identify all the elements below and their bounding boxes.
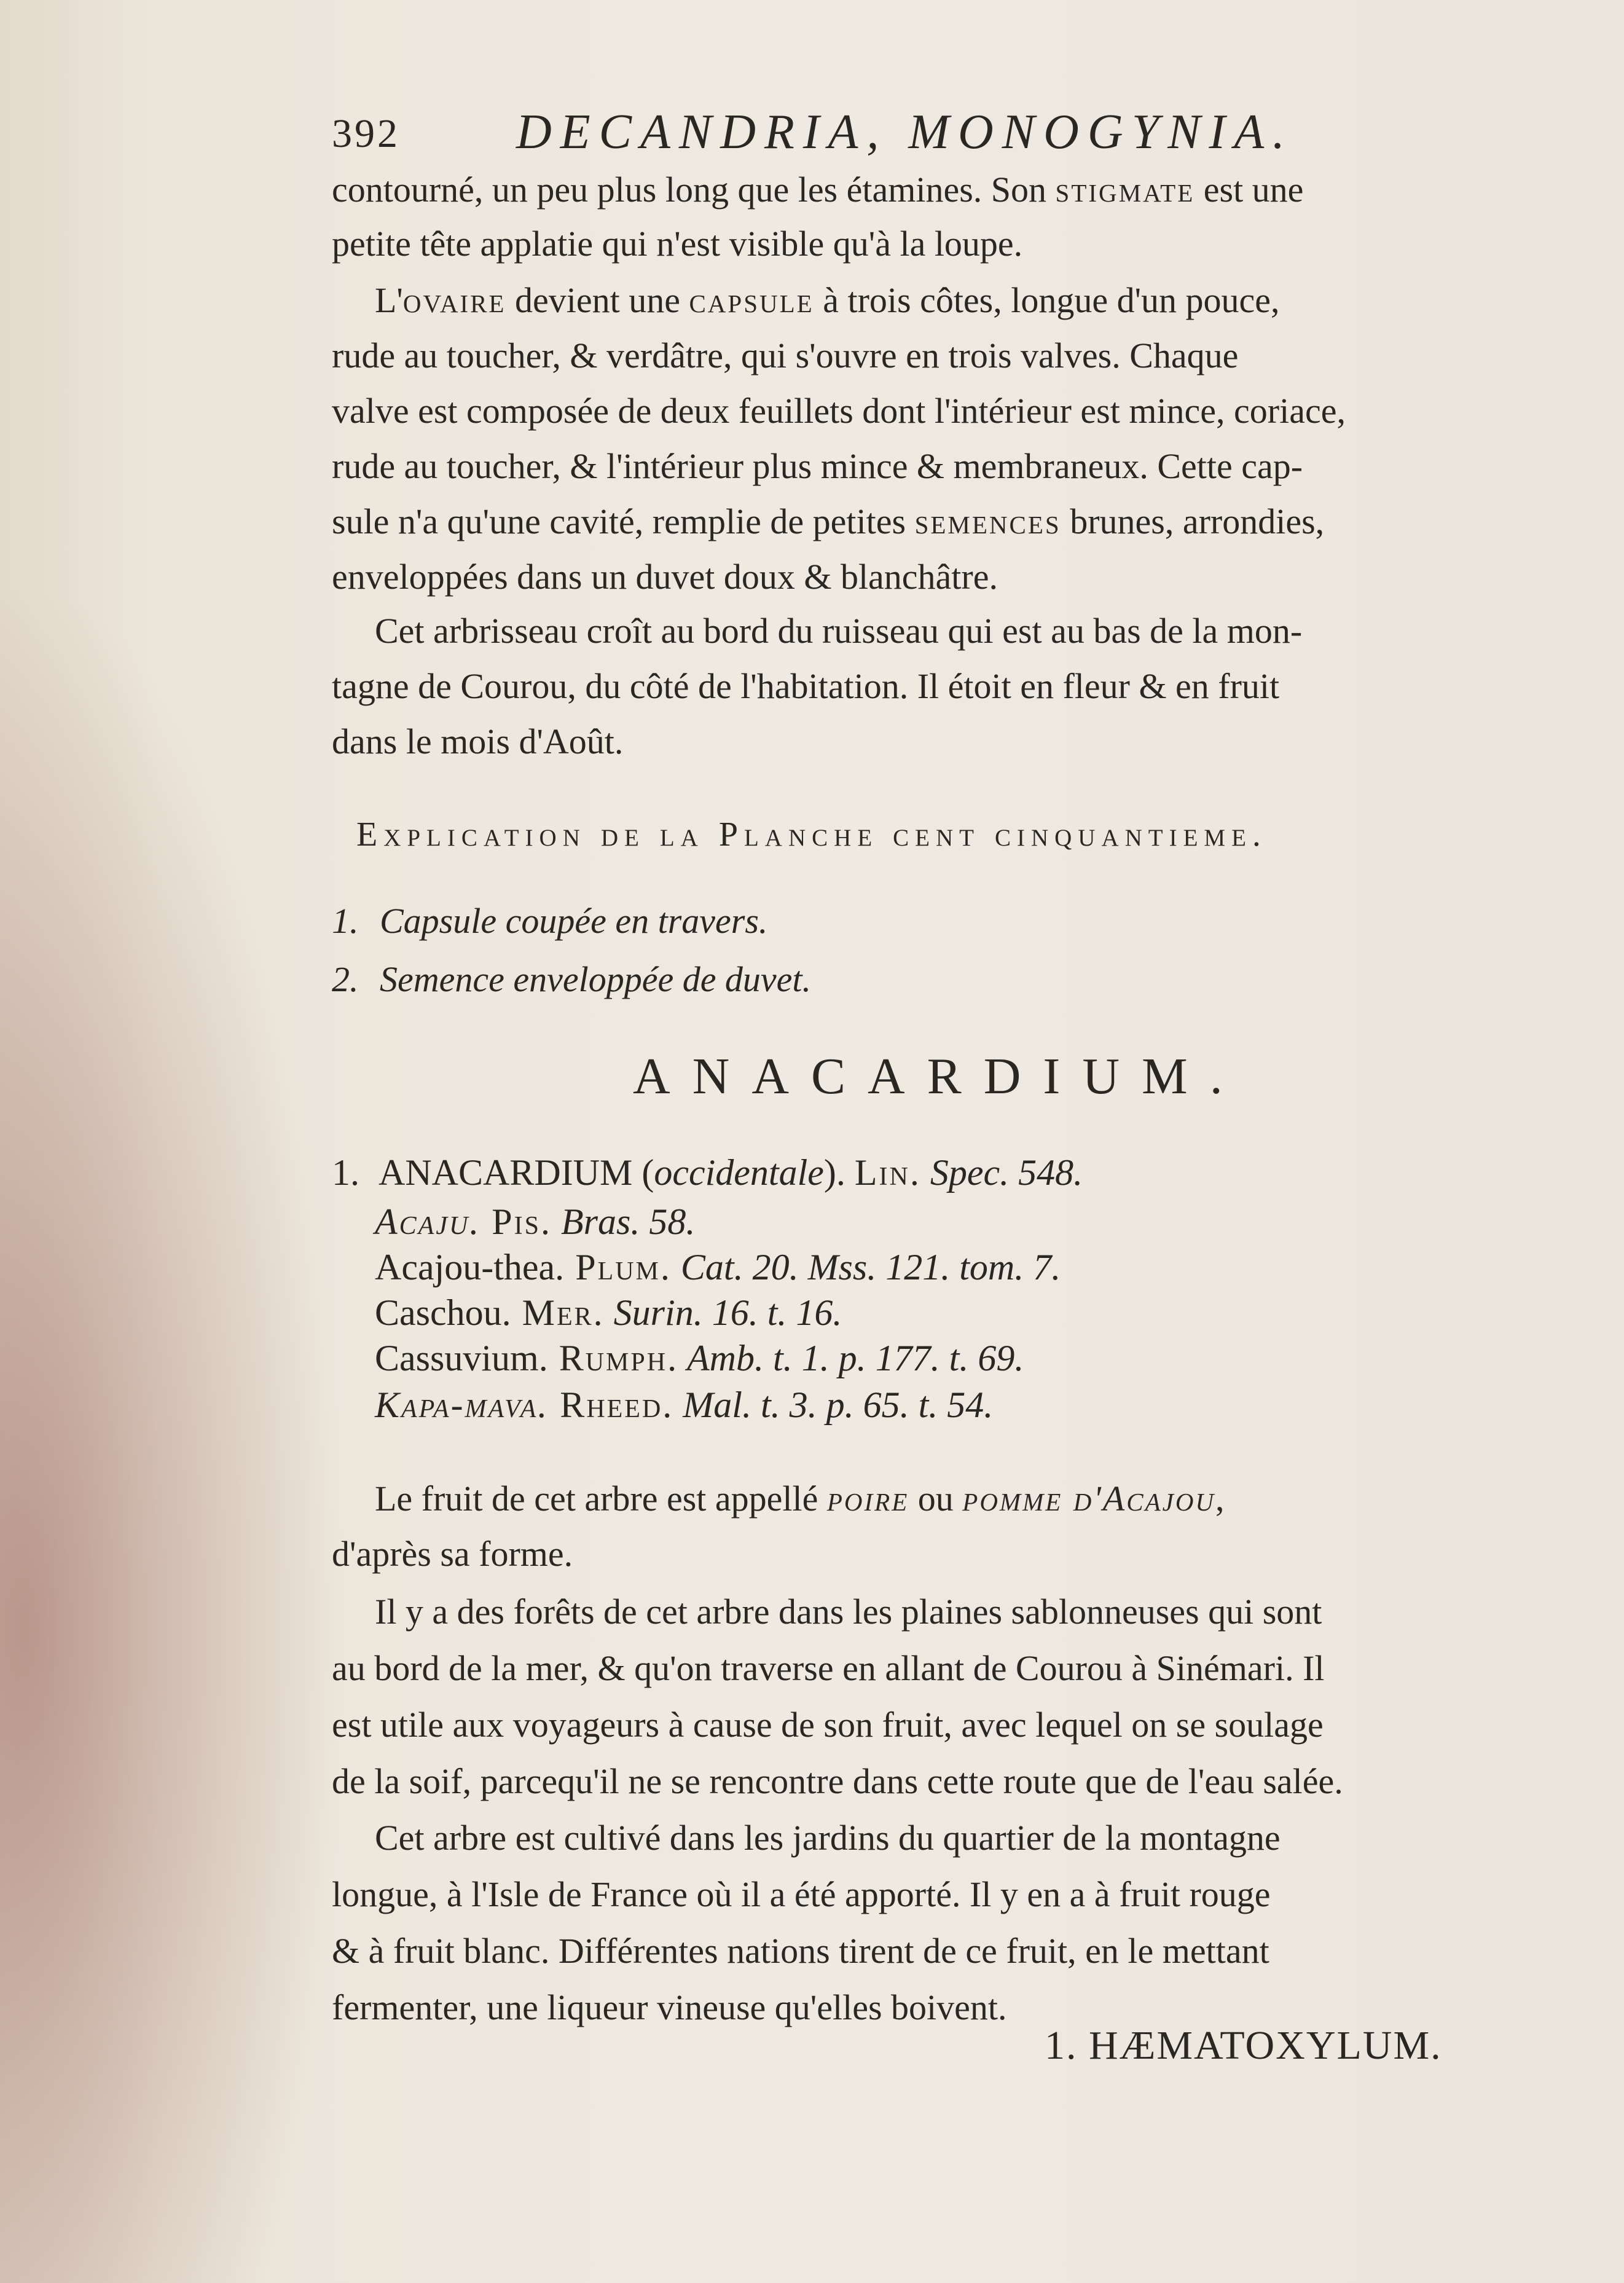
item-number: 2. <box>332 959 359 999</box>
text-line <box>375 280 1280 320</box>
term-capsule: capsule <box>689 280 814 320</box>
text-line: Cet arbre est cultivé dans les jardins du quartier de la montagne <box>375 1818 1281 1858</box>
text-run: sule n'a qu'une cavité, remplie de petites <box>332 501 915 541</box>
text-line: & à fruit blanc. Différentes nations tirent de ce fruit, en le mettant <box>332 1931 1269 1971</box>
author-abbrev: Mer. <box>511 1292 605 1333</box>
text-line: enveloppées dans un duvet doux & blanchâtre. <box>332 557 998 597</box>
text-line: petite tête applatie qui n'est visible qu'à la loupe. <box>332 224 1023 264</box>
author-abbrev: Pis. <box>481 1201 552 1242</box>
running-title: DECANDRIA, MONOGYNIA. <box>516 105 1294 159</box>
reference: Amb. t. 1. p. 177. t. 69. <box>678 1338 1024 1378</box>
genus-name: ANACARDIUM ( <box>379 1152 654 1193</box>
item-text: Semence enveloppée de duvet. <box>380 959 812 999</box>
synonym-name: Acaju. <box>375 1201 481 1242</box>
term-semences: semences <box>914 501 1061 541</box>
text-line: au bord de la mer, & qu'on traverse en allant de Courou à Sinémari. Il <box>332 1648 1325 1688</box>
term-poire: poire <box>826 1479 909 1519</box>
plate-caption-item <box>332 959 812 999</box>
synonym-name: Acajou-thea. <box>375 1247 565 1287</box>
plate-caption-heading: Explication de la Planche cent cinquantieme. <box>356 815 1267 854</box>
plate-caption-item <box>332 903 767 939</box>
species-epithet: occidentale <box>654 1152 824 1193</box>
reference: Bras. 58. <box>552 1201 696 1242</box>
item-text: Capsule coupée en travers. <box>380 901 768 941</box>
synonymy-line <box>332 1154 1083 1191</box>
synonymy-line <box>375 1340 1024 1377</box>
text-run: Le fruit de cet arbre est appellé <box>375 1479 827 1519</box>
text-line <box>332 172 1303 208</box>
text-line: d'après sa forme. <box>332 1534 573 1574</box>
synonym-name: Caschou. <box>375 1292 511 1333</box>
author-abbrev: Plum. <box>564 1247 672 1287</box>
item-number: 1. <box>332 901 359 941</box>
text-line: fermenter, une liqueur vineuse qu'elles boivent. <box>332 1987 1007 2027</box>
text-run: L' <box>375 280 403 320</box>
synonymy-line <box>375 1294 842 1331</box>
text-line: Il y a des forêts de cet arbre dans les plaines sablonneuses qui sont <box>375 1592 1322 1632</box>
text-line <box>375 1481 1225 1517</box>
text-line: de la soif, parcequ'il ne se rencontre dans cette route que de l'eau salée. <box>332 1761 1343 1801</box>
text-run: est une <box>1194 170 1304 210</box>
page-number: 392 <box>332 111 400 156</box>
text-line: rude au toucher, & l'intérieur plus mince & membraneux. Cette cap- <box>332 446 1303 486</box>
text-run: ). <box>823 1152 855 1193</box>
text-run: contourné, un peu plus long que les étamines. Son <box>332 170 1056 210</box>
reference: Spec. 548. <box>920 1152 1083 1193</box>
text-run: à trois côtes, longue d'un pouce, <box>814 280 1280 320</box>
text-run: ou <box>909 1479 963 1519</box>
synonymy-line <box>375 1386 993 1423</box>
text-line: Cet arbrisseau croît au bord du ruisseau qui est au bas de la mon- <box>375 611 1303 651</box>
text-line: rude au toucher, & verdâtre, qui s'ouvre en trois valves. Chaque <box>332 336 1239 375</box>
text-run: devient une <box>506 280 689 320</box>
text-run: , <box>1215 1479 1225 1519</box>
text-run: brunes, arrondies, <box>1061 501 1325 541</box>
text-line: est utile aux voyageurs à cause de son fruit, avec lequel on se soulage <box>332 1705 1324 1745</box>
section-title: ANACARDIUM. <box>633 1048 1245 1105</box>
term-pomme-acajou: pomme d'Acajou <box>962 1479 1216 1519</box>
author-abbrev: Rheed. <box>549 1385 674 1425</box>
term-stigmate: stigmate <box>1055 170 1195 210</box>
author-abbrev: Lin. <box>854 1152 921 1193</box>
synonymy-line <box>375 1249 1061 1286</box>
catchword: 1. HÆMATOXYLUM. <box>1045 2023 1442 2068</box>
term-ovaire: ovaire <box>402 280 506 320</box>
reference: Surin. 16. t. 16. <box>604 1292 842 1333</box>
text-line: longue, à l'Isle de France où il a été apporté. Il y en a à fruit rouge <box>332 1874 1271 1914</box>
text-line <box>332 501 1325 541</box>
text-line: dans le mois d'Août. <box>332 721 624 761</box>
entry-number: 1. <box>332 1152 359 1193</box>
text-line: tagne de Courou, du côté de l'habitation. Il étoit en fleur & en fruit <box>332 666 1280 706</box>
synonymy-line <box>375 1203 695 1240</box>
author-abbrev: Rumph. <box>547 1338 679 1378</box>
reference: Mal. t. 3. p. 65. t. 54. <box>673 1385 994 1425</box>
synonym-name: Kapa-mava. <box>375 1385 549 1425</box>
synonym-name: Cassuvium. <box>375 1338 548 1378</box>
reference: Cat. 20. Mss. 121. tom. 7. <box>671 1247 1061 1287</box>
text-line: valve est composée de deux feuillets dont l'intérieur est mince, coriace, <box>332 391 1346 431</box>
